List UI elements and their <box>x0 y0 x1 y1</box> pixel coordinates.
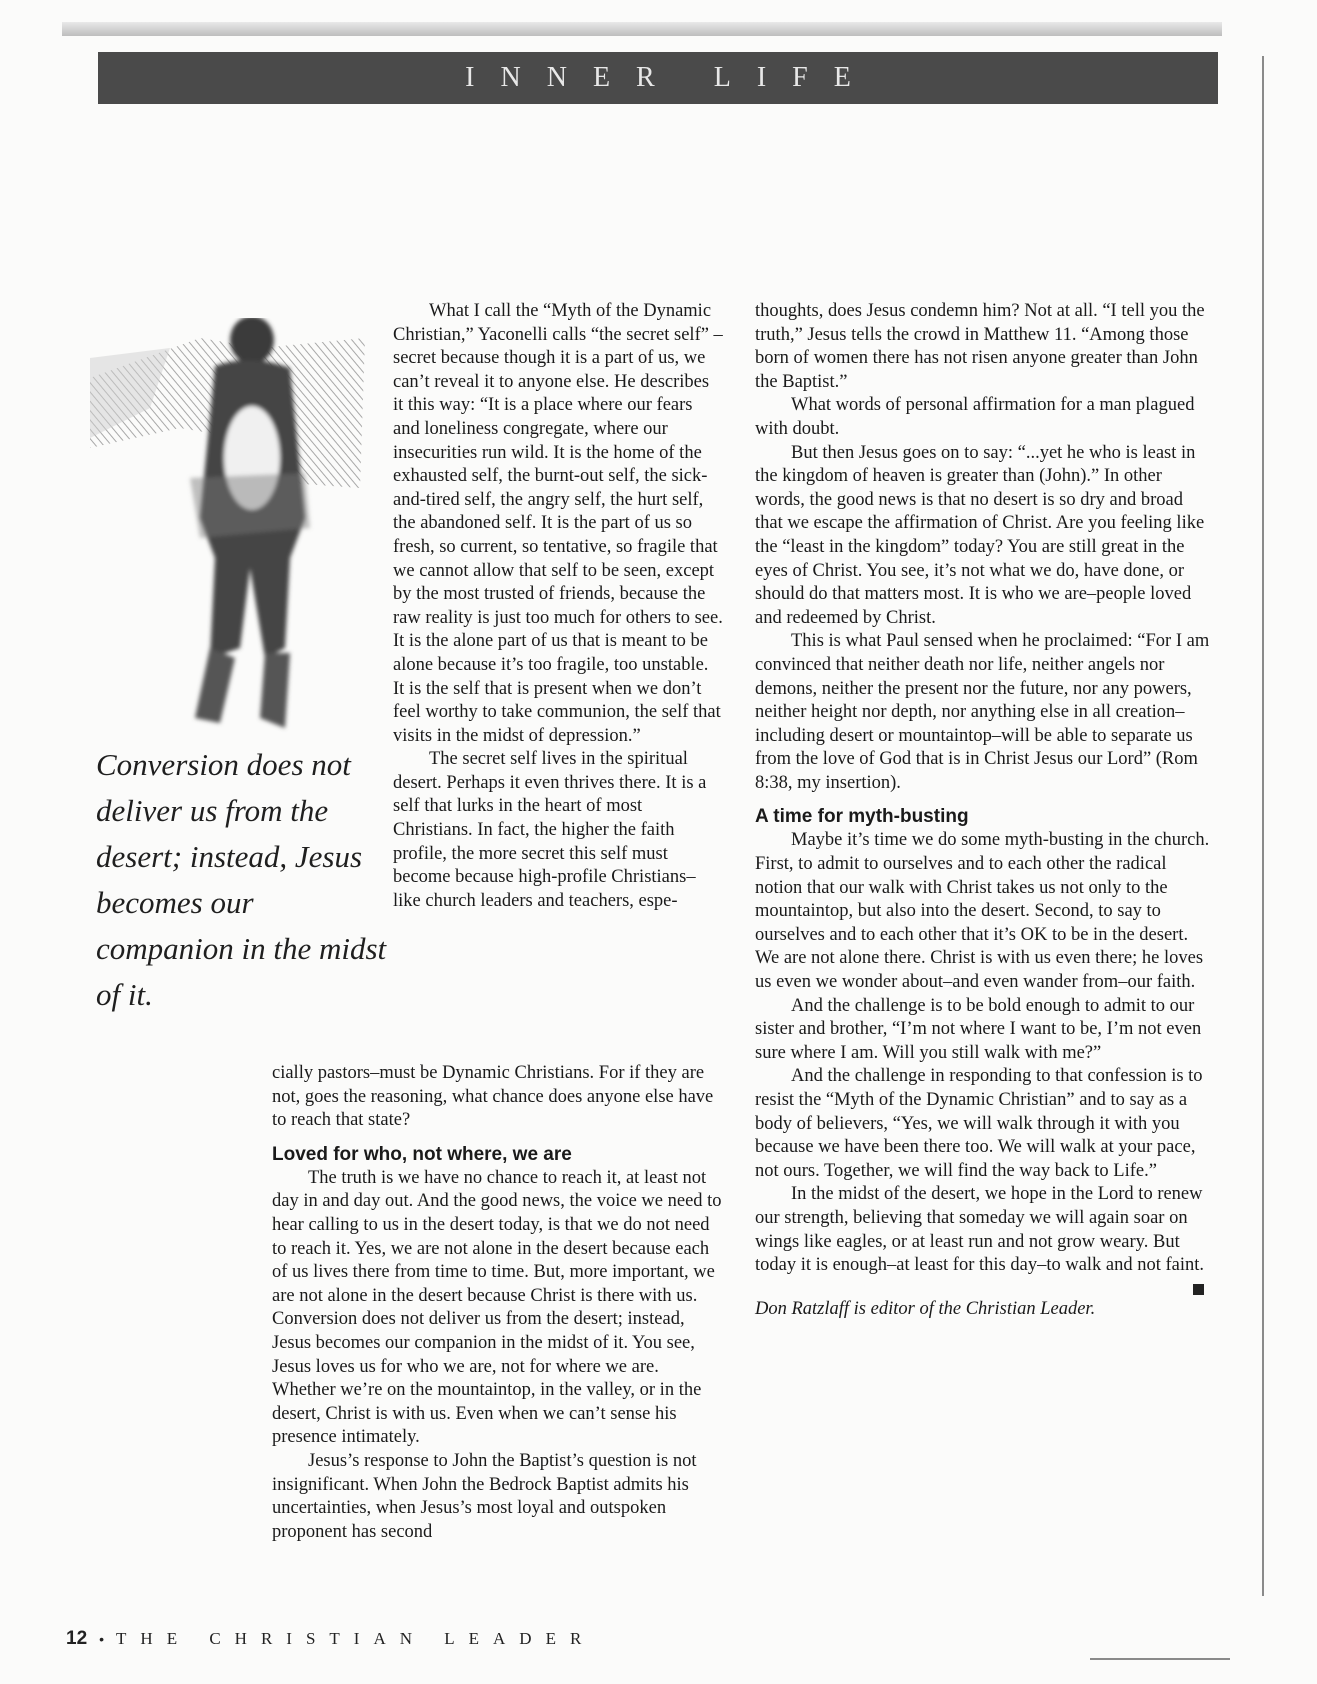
article-column-1-bottom <box>272 1062 722 1544</box>
body-paragraph: What I call the “Myth of the Dynamic Christian,” Yaconelli calls “the secret self” – secret because though it is a part of us, we can’t reveal it to anyone else. He describes it this way: “It is a place where our fears and loneliness congregate, where our insecurities run wild. It is the home of the exhausted self, the burnt-out self, the sick-and-tired self, the angry self, the hurt self, the abandoned self. It is the part of us so fresh, so current, so tentative, so fragile that we cannot allow that self to be seen, except by the most trusted of friends, because the raw reality is just too much for others to see. It is the alone part of us that is meant to be alone because it’s too fragile, too unstable. It is the self that is present when we don’t feel worthy to take communion, the self that visits in the midst of depression.” <box>393 301 723 746</box>
page-number: 12 <box>66 1628 88 1649</box>
body-paragraph: Jesus’s response to John the Baptist’s question is not insignificant. When John the Bedrock Baptist admits his uncertainties, when Jesus’s most loyal and outspoken proponent has second <box>272 1450 697 1542</box>
pull-quote: Conversion does not deliver us from the desert; instead, Jesus becomes our companion in the midst of it. <box>96 747 387 1012</box>
section-title: INNER LIFE <box>465 62 877 93</box>
section-banner <box>98 52 1218 104</box>
section-heading: Loved for who, not where, we are <box>272 1143 572 1165</box>
body-paragraph: This is what Paul sensed when he proclaimed: “For I am convinced that neither death nor life, neither angels nor demons, neither the present nor the future, nor any powers, neither height nor depth, nor anything else in all creation–including desert or mountaintop–will be able to separate us from the love of God that is in Christ Jesus our Lord” (Rom 8:38, my insertion). <box>755 631 1210 793</box>
bullet-separator: • <box>99 1631 105 1647</box>
article-column-1-top <box>393 300 723 913</box>
end-mark-icon <box>1193 1284 1204 1295</box>
body-paragraph: And the challenge is to be bold enough to admit to our sister and brother, “I’m not where I want to be, I’m not even sure where I am. Will you still walk with me?” <box>755 995 1202 1063</box>
silhouette-illustration <box>90 318 370 748</box>
body-paragraph: thoughts, does Jesus condemn him? Not at all. “I tell you the truth,” Jesus tells the crowd in Matthew 11. “Among those born of women there has not risen anyone greater than John the Baptist.” <box>755 301 1205 392</box>
top-decorative-rule <box>62 22 1222 36</box>
section-heading: A time for myth-busting <box>755 806 969 828</box>
body-paragraph: But then Jesus goes on to say: “...yet he who is least in the kingdom of heaven is greater than (John).” In other words, the good news is that no desert is so dry and broad that we escape the affirmation of Christ. Are you feeling like the “least in the kingdom” today? You are still great in the eyes of Christ. You see, it’s not what we do, have done, or should do that matters most. It is who we are–people loved and redeemed by Christ. <box>755 442 1205 628</box>
bottom-corner-rule <box>1090 1658 1230 1660</box>
author-byline <box>755 1298 1210 1322</box>
body-paragraph: The secret self lives in the spiritual desert. Perhaps it even thrives there. It is a self that lurks in the heart of most Christians. In fact, the higher the faith profile, the more secret this self must become because high-profile Christians–like church leaders and teachers, espe- <box>393 749 707 911</box>
byline-text: Don Ratzlaff is editor of the Christian Leader. <box>755 1298 1096 1319</box>
body-paragraph: And the challenge in responding to that confession is to resist the “Myth of the Dynamic Christian” and to say as a body of believers, “Yes, we will walk through it with you because we have been there too. We will walk at your pace, not ours. Together, we will find the way back to Life.” <box>755 1066 1203 1181</box>
body-paragraph-continuation: cially pastors–must be Dynamic Christians. For if they are not, goes the reasoning, what chance does anyone else have to reach that state? <box>272 1063 714 1131</box>
page-footer <box>66 1628 595 1650</box>
publication-name: THE CHRISTIAN LEADER <box>116 1629 596 1648</box>
body-paragraph: The truth is we have no chance to reach it, at least not day in and day out. And the good news, the voice we need to hear calling to us in the desert today, is that we do not need to reach it. Yes, we are not alone in the desert because each of us lives there from time to time. But, more important, we are not alone in the desert because Christ is there with us. Conversion does not deliver us from the desert; instead, Jesus becomes our companion in the midst of it. You see, Jesus loves us for who we are, not for where we are. Whether we’re on the mountaintop, in the valley, or in the desert, Christ is with us. Even when we can’t sense his presence intimately. <box>272 1167 722 1448</box>
right-edge-rule <box>1262 56 1264 1596</box>
body-paragraph: Maybe it’s time we do some myth-busting in the church. First, to admit to ourselves and to each other the radical notion that our walk with Christ takes us not only to the mountaintop, but also into the desert. Second, to say to ourselves and to each other that it’s OK to be in the desert. We are not alone there. Christ is with us even there; he loves us even we wonder about–and even wander from–our faith. <box>755 830 1210 993</box>
final-paragraph-text: In the midst of the desert, we hope in the Lord to renew our strength, believing that someday we will again soar on wings like eagles, or at least run and not grow weary. But today it is enough–at least for this day–to walk and not faint. <box>755 1184 1205 1276</box>
body-paragraph-final <box>755 1183 1210 1277</box>
article-column-2 <box>755 300 1210 1321</box>
body-paragraph: What words of personal affirmation for a man plagued with doubt. <box>755 395 1195 439</box>
